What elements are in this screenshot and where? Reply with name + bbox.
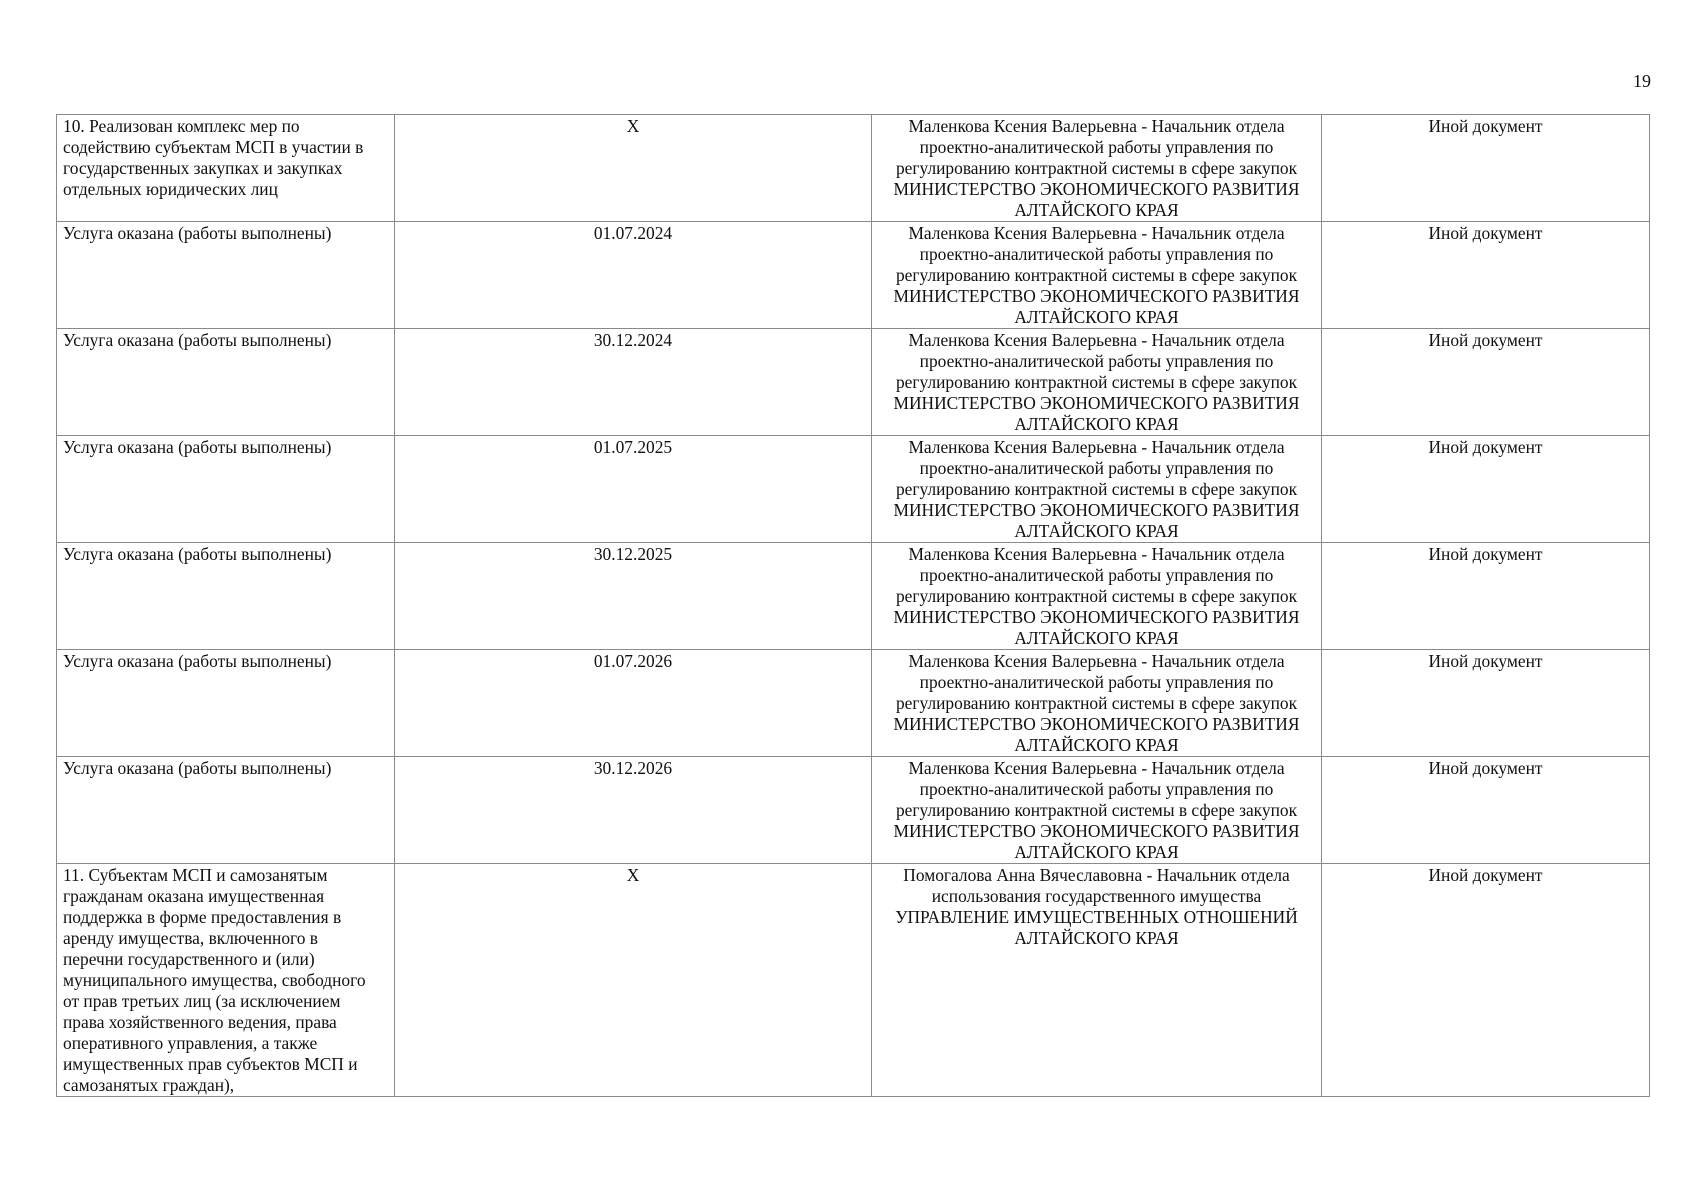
document-type-cell: Иной документ: [1322, 864, 1650, 1097]
responsible-text-line: МИНИСТЕРСТВО ЭКОНОМИЧЕСКОГО РАЗВИТИЯ: [893, 393, 1300, 413]
event-text-line: государственных закупках и закупках: [63, 158, 343, 178]
table-row: [57, 864, 1650, 1097]
responsible-cell: [872, 543, 1322, 650]
plan-table: [56, 114, 1650, 1097]
responsible-text-line: МИНИСТЕРСТВО ЭКОНОМИЧЕСКОГО РАЗВИТИЯ: [893, 607, 1300, 627]
responsible-text-line: Маленкова Ксения Валерьевна - Начальник отдела: [908, 758, 1285, 778]
event-text-line: Услуга оказана (работы выполнены): [63, 330, 332, 350]
date-cell: 01.07.2025: [395, 436, 872, 543]
event-cell: [57, 650, 395, 757]
responsible-text-line: проектно-аналитической работы управления по: [919, 137, 1274, 157]
document-type-cell: Иной документ: [1322, 115, 1650, 222]
responsible-text-line: проектно-аналитической работы управления по: [919, 565, 1274, 585]
responsible-cell: [872, 222, 1322, 329]
responsible-cell: [872, 329, 1322, 436]
table-body: [57, 115, 1650, 1097]
responsible-text-line: МИНИСТЕРСТВО ЭКОНОМИЧЕСКОГО РАЗВИТИЯ: [893, 179, 1300, 199]
date-cell: 30.12.2026: [395, 757, 872, 864]
event-cell: [57, 329, 395, 436]
event-cell: [57, 757, 395, 864]
responsible-cell: [872, 436, 1322, 543]
table-row: [57, 650, 1650, 757]
date-cell: X: [395, 115, 872, 222]
responsible-text-line: АЛТАЙСКОГО КРАЯ: [1014, 628, 1179, 648]
document-type-cell: Иной документ: [1322, 543, 1650, 650]
responsible-text-line: Маленкова Ксения Валерьевна - Начальник отдела: [908, 437, 1285, 457]
responsible-text-line: регулированию контрактной системы в сфере закупок: [895, 158, 1298, 178]
responsible-text-line: Помогалова Анна Вячеславовна - Начальник отдела: [903, 865, 1290, 885]
event-text-line: муниципального имущества, свободного: [63, 970, 366, 990]
responsible-text-line: Маленкова Ксения Валерьевна - Начальник отдела: [908, 651, 1285, 671]
responsible-text-line: АЛТАЙСКОГО КРАЯ: [1014, 307, 1179, 327]
event-text-line: имущественных прав субъектов МСП и: [63, 1054, 358, 1074]
event-text-line: права хозяйственного ведения, права: [63, 1012, 337, 1032]
responsible-text-line: регулированию контрактной системы в сфере закупок: [895, 265, 1298, 285]
responsible-text-line: УПРАВЛЕНИЕ ИМУЩЕСТВЕННЫХ ОТНОШЕНИЙ: [895, 907, 1298, 927]
responsible-text-line: АЛТАЙСКОГО КРАЯ: [1014, 200, 1179, 220]
event-text-line: 10. Реализован комплекс мер по: [63, 116, 300, 136]
responsible-text-line: АЛТАЙСКОГО КРАЯ: [1014, 842, 1179, 862]
date-cell: 30.12.2025: [395, 543, 872, 650]
event-text-line: 11. Субъектам МСП и самозанятым: [63, 865, 328, 885]
document-type-cell: Иной документ: [1322, 650, 1650, 757]
responsible-text-line: Маленкова Ксения Валерьевна - Начальник отдела: [908, 223, 1285, 243]
responsible-cell: [872, 864, 1322, 1097]
event-cell: [57, 864, 395, 1097]
event-text-line: Услуга оказана (работы выполнены): [63, 651, 332, 671]
date-cell: X: [395, 864, 872, 1097]
event-text-line: аренду имущества, включенного в: [63, 928, 318, 948]
responsible-text-line: использования государственного имущества: [931, 886, 1262, 906]
responsible-cell: [872, 650, 1322, 757]
document-type-cell: Иной документ: [1322, 436, 1650, 543]
event-text-line: оперативного управления, а также: [63, 1033, 318, 1053]
responsible-text-line: регулированию контрактной системы в сфере закупок: [895, 693, 1298, 713]
table-row: [57, 436, 1650, 543]
event-text-line: Услуга оказана (работы выполнены): [63, 544, 332, 564]
date-cell: 01.07.2026: [395, 650, 872, 757]
responsible-text-line: проектно-аналитической работы управления по: [919, 244, 1274, 264]
document-type-cell: Иной документ: [1322, 222, 1650, 329]
event-text-line: Услуга оказана (работы выполнены): [63, 437, 332, 457]
date-cell: 01.07.2024: [395, 222, 872, 329]
event-cell: [57, 543, 395, 650]
table-row: [57, 543, 1650, 650]
event-text-line: поддержка в форме предоставления в: [63, 907, 342, 927]
responsible-text-line: регулированию контрактной системы в сфере закупок: [895, 586, 1298, 606]
responsible-text-line: Маленкова Ксения Валерьевна - Начальник отдела: [908, 116, 1285, 136]
event-text-line: Услуга оказана (работы выполнены): [63, 223, 332, 243]
responsible-text-line: АЛТАЙСКОГО КРАЯ: [1014, 928, 1179, 948]
event-text-line: самозанятых граждан),: [63, 1075, 235, 1095]
document-type-cell: Иной документ: [1322, 329, 1650, 436]
event-cell: [57, 222, 395, 329]
responsible-text-line: МИНИСТЕРСТВО ЭКОНОМИЧЕСКОГО РАЗВИТИЯ: [893, 714, 1300, 734]
table-row: [57, 757, 1650, 864]
responsible-text-line: регулированию контрактной системы в сфере закупок: [895, 372, 1298, 392]
responsible-text-line: проектно-аналитической работы управления по: [919, 779, 1274, 799]
responsible-text-line: МИНИСТЕРСТВО ЭКОНОМИЧЕСКОГО РАЗВИТИЯ: [893, 500, 1300, 520]
event-cell: [57, 115, 395, 222]
responsible-text-line: МИНИСТЕРСТВО ЭКОНОМИЧЕСКОГО РАЗВИТИЯ: [893, 821, 1300, 841]
page-number: 19: [1633, 71, 1651, 91]
responsible-text-line: проектно-аналитической работы управления по: [919, 351, 1274, 371]
responsible-text-line: МИНИСТЕРСТВО ЭКОНОМИЧЕСКОГО РАЗВИТИЯ: [893, 286, 1300, 306]
table-row: [57, 329, 1650, 436]
responsible-text-line: АЛТАЙСКОГО КРАЯ: [1014, 521, 1179, 541]
event-text-line: Услуга оказана (работы выполнены): [63, 758, 332, 778]
responsible-text-line: регулированию контрактной системы в сфере закупок: [895, 479, 1298, 499]
event-cell: [57, 436, 395, 543]
event-text-line: содействию субъектам МСП в участии в: [63, 137, 364, 157]
table-row: [57, 115, 1650, 222]
table-row: [57, 222, 1650, 329]
responsible-cell: [872, 757, 1322, 864]
event-text-line: гражданам оказана имущественная: [63, 886, 325, 906]
responsible-text-line: проектно-аналитической работы управления по: [919, 672, 1274, 692]
event-text-line: перечни государственного и (или): [63, 949, 315, 969]
responsible-text-line: Маленкова Ксения Валерьевна - Начальник отдела: [908, 544, 1285, 564]
responsible-text-line: регулированию контрактной системы в сфере закупок: [895, 800, 1298, 820]
responsible-text-line: АЛТАЙСКОГО КРАЯ: [1014, 414, 1179, 434]
responsible-cell: [872, 115, 1322, 222]
responsible-text-line: Маленкова Ксения Валерьевна - Начальник отдела: [908, 330, 1285, 350]
date-cell: 30.12.2024: [395, 329, 872, 436]
event-text-line: отдельных юридических лиц: [63, 179, 278, 199]
responsible-text-line: проектно-аналитической работы управления по: [919, 458, 1274, 478]
document-type-cell: Иной документ: [1322, 757, 1650, 864]
responsible-text-line: АЛТАЙСКОГО КРАЯ: [1014, 735, 1179, 755]
event-text-line: от прав третьих лиц (за исключением: [63, 991, 341, 1011]
